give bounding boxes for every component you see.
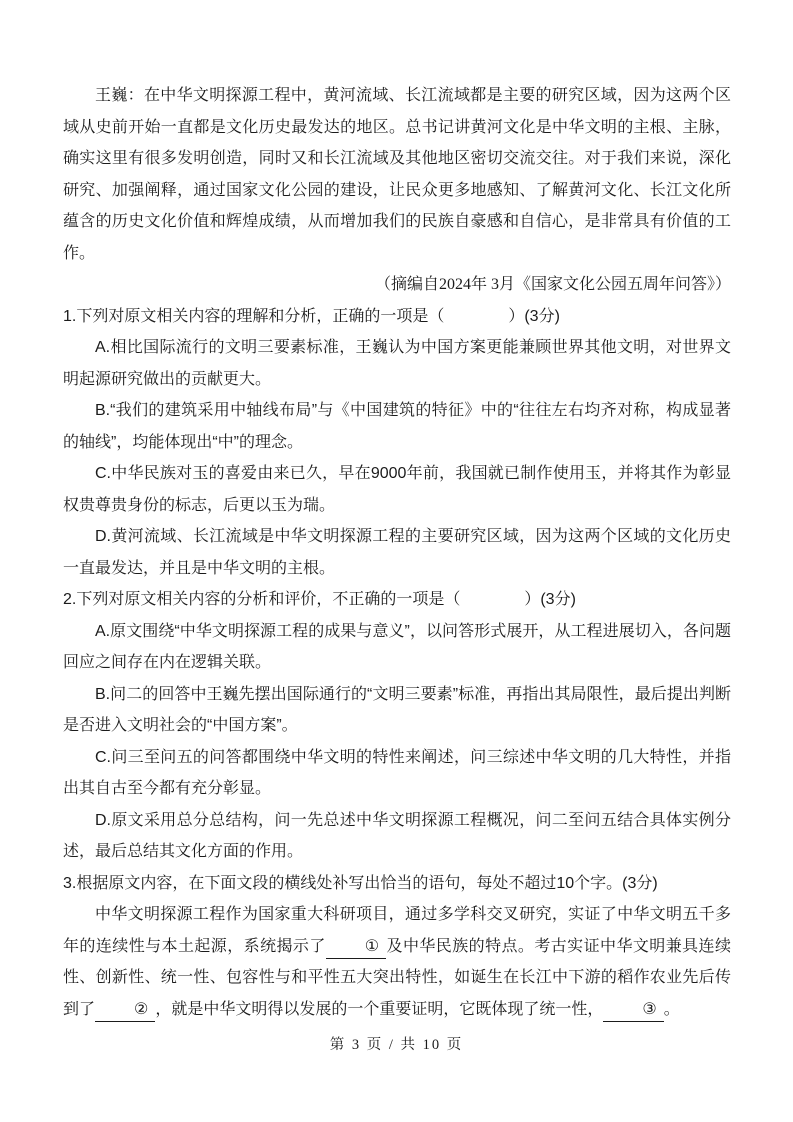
cloze-segment-4: 。 bbox=[663, 1000, 680, 1018]
page-number-footer: 第 3 页 / 共 10 页 bbox=[329, 1037, 464, 1053]
cloze-blank-3: ③ bbox=[603, 999, 663, 1022]
question2-option-c: C.问三至问五的问答都围绕中华文明的特性来阐述，问三综述中华文明的几大特性，并指出其自古至今都有充分彰显。 bbox=[63, 748, 731, 797]
question2-option-b: B.问二的回答中王巍先摆出国际通行的“文明三要素”标准，再指出其局限性，最后提出判断是否进入文明社会的“中国方案”。 bbox=[63, 685, 731, 734]
question1-stem: 1.下列对原文相关内容的理解和分析，正确的一项是（ ）(3分) bbox=[63, 307, 560, 325]
passage-paragraph: 王巍：在中华文明探源工程中，黄河流域、长江流域都是主要的研究区域，因为这两个区域从史前开始一直都是文化历史最发达的地区。总书记讲黄河文化是中华文明的主根、主脉，确实这里有很多发明创造，同时又和长江流域及其他地区密切交流交往。对于我们来说，深化研究、加强阐释，通过国家文化公园的建设，让民众更多地感知、了解黄河文化、长江文化所蕴含的历史文化价值和辉煌成绩，从而增加我们的民族自豪感和自信心，是非常具有价值的工作。 bbox=[63, 87, 731, 262]
cloze-blank-1: ① bbox=[326, 936, 386, 959]
cloze-blank-2: ② bbox=[95, 999, 155, 1022]
question3-stem: 3.根据原文内容，在下面文段的横线处补写出恰当的语句，每处不超过10个字。(3分) bbox=[63, 874, 658, 892]
question2-stem: 2.下列对原文相关内容的分析和评价，不正确的一项是（ ）(3分) bbox=[63, 591, 576, 608]
question3-cloze-passage bbox=[63, 899, 731, 1025]
question1-option-a: A.相比国际流行的文明三要素标准，王巍认为中国方案更能兼顾世界其他文明，对世界文明起源研究做出的贡献更大。 bbox=[63, 339, 731, 388]
page-body bbox=[63, 80, 731, 1025]
cloze-segment-3: ，就是中华文明得以发展的一个重要证明，它既体现了统一性， bbox=[155, 1000, 604, 1018]
question2-option-d: D.原文采用总分总结构，问一先总述中华文明探源工程概况，问二至问五结合具体实例分述，最后总结其文化方面的作用。 bbox=[63, 811, 731, 860]
cloze-segment-1: 中华文明探源工程作为国家重大科研项目，通过多学科交叉研究，实证了中华文明五千多年的连续性与本土起源，系统揭示了 bbox=[63, 906, 731, 955]
question1-option-c: C.中华民族对玉的喜爱由来已久，早在9000年前，我国就已制作使用玉，并将其作为彰显权贵尊贵身份的标志，后更以玉为瑞。 bbox=[63, 465, 731, 514]
question2-option-a: A.原文围绕“中华文明探源工程的成果与意义”，以问答形式展开，从工程进展切入，各问题回应之间存在内在逻辑关联。 bbox=[63, 622, 731, 671]
cloze-segment-2: 及中华民族的特点。考古实证中华文明兼具连续性、创新性、统一性、包容性与和平性五大突出特性，如诞生在长江中下游的稻作农业先后传到了 bbox=[63, 937, 731, 1018]
question1-option-d: D.黄河流域、长江流域是中华文明探源工程的主要研究区域，因为这两个区域的文化历史一直最发达，并且是中华文明的主根。 bbox=[63, 528, 731, 577]
question1-option-b: B.“我们的建筑采用中轴线布局”与《中国建筑的特征》中的“往往左右均齐对称，构成显著的轴线”，均能体现出“中”的理念。 bbox=[63, 402, 731, 451]
passage-attribution: （摘编自2024年 3月《国家文化公园五周年问答》） bbox=[374, 276, 731, 293]
